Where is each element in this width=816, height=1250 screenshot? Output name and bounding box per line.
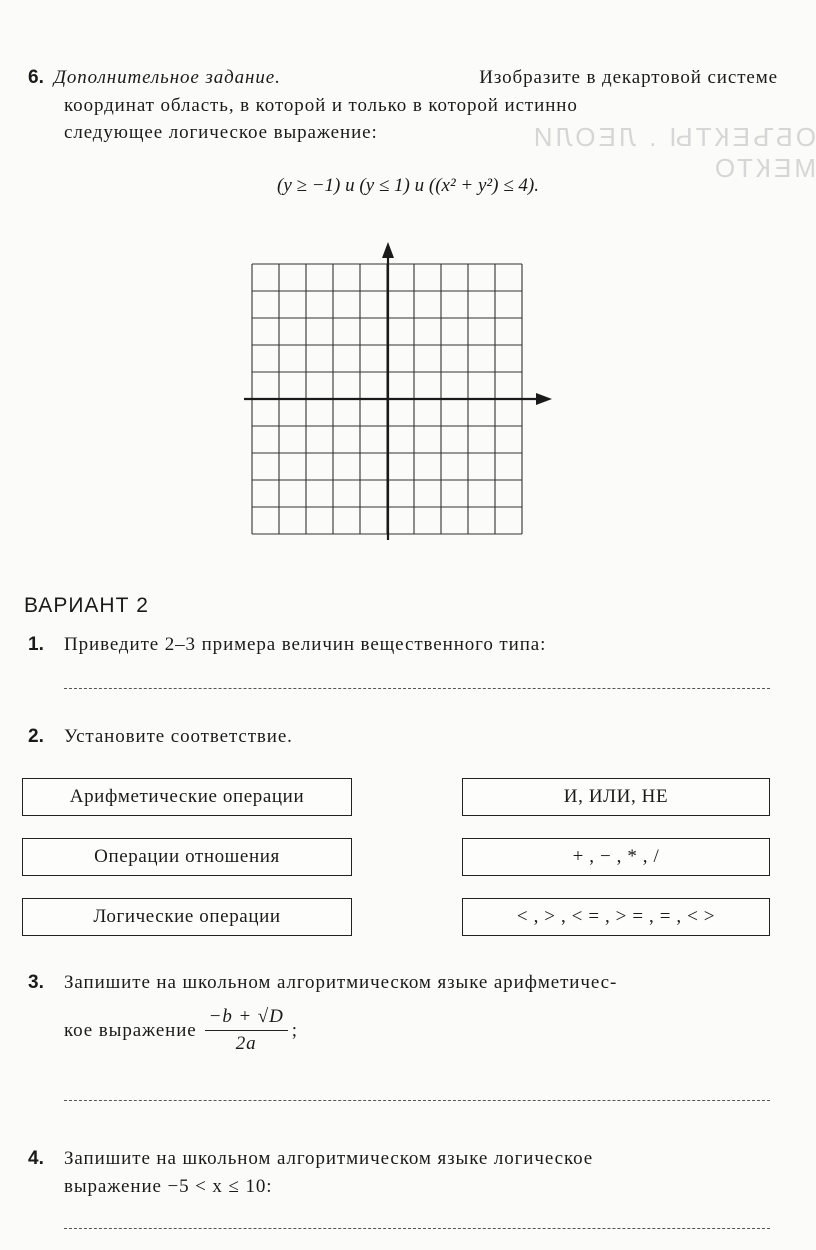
- task6-line2: координат область, в которой и только в которой истинно: [64, 95, 578, 116]
- q3-fraction: [205, 1006, 288, 1055]
- q4-answer-line[interactable]: [64, 1228, 770, 1229]
- q2-number: 2.: [28, 726, 44, 747]
- q3: [28, 972, 617, 994]
- q4: [28, 1148, 593, 1170]
- task6-formula: (y ≥ −1) и (y ≤ 1) и ((x² + y²) ≤ 4).: [277, 175, 539, 196]
- q3-line2: кое выражение: [64, 1019, 197, 1041]
- q1-text: Приведите 2–3 примера величин вещественного типа:: [64, 634, 547, 655]
- q4-line2: выражение −5 < x ≤ 10:: [64, 1176, 273, 1197]
- match-right-3[interactable]: < , > , < = , > = , = , < >: [462, 898, 770, 936]
- q3-answer-line[interactable]: [64, 1100, 770, 1101]
- task6-label: Дополнительное задание.: [53, 67, 281, 88]
- q3-number: 3.: [28, 972, 44, 993]
- q2-text: Установите соответствие.: [64, 726, 293, 747]
- bleed-through-text: ОБЪЕКТЫ . ЛЕОЛИ МЕКТО: [530, 122, 816, 183]
- match-left-3[interactable]: Логические операции: [22, 898, 352, 936]
- q3-fraction-numerator: −b + √D: [205, 1006, 288, 1031]
- task6-number: 6.: [28, 67, 44, 88]
- q2: [28, 726, 293, 748]
- task6-line3: следующее логическое выражение:: [64, 122, 378, 143]
- q3-line2-row: [64, 1006, 298, 1055]
- q1-number: 1.: [28, 634, 44, 655]
- match-left-1[interactable]: Арифметические операции: [22, 778, 352, 816]
- axes: [244, 242, 552, 540]
- x-axis-arrow: [536, 393, 552, 405]
- coordinate-grid[interactable]: [240, 240, 560, 545]
- variant-heading: ВАРИАНТ 2: [24, 594, 149, 617]
- q4-number: 4.: [28, 1148, 44, 1169]
- task6-line1: Изобразите в декартовой системе: [479, 67, 778, 88]
- q1-answer-line[interactable]: [64, 688, 770, 689]
- match-right-1[interactable]: И, ИЛИ, НЕ: [462, 778, 770, 816]
- match-left-2[interactable]: Операции отношения: [22, 838, 352, 876]
- q3-line1: Запишите на школьном алгоритмическом языке арифметичес-: [64, 972, 618, 993]
- task6-block: [28, 64, 778, 146]
- q3-semicolon: ;: [291, 1019, 298, 1041]
- match-right-2[interactable]: + , − , * , /: [462, 838, 770, 876]
- q4-line1: Запишите на школьном алгоритмическом языке логическое: [64, 1148, 594, 1169]
- q3-fraction-denominator: 2a: [235, 1033, 257, 1054]
- y-axis-arrow: [382, 242, 394, 258]
- q1: [28, 634, 546, 656]
